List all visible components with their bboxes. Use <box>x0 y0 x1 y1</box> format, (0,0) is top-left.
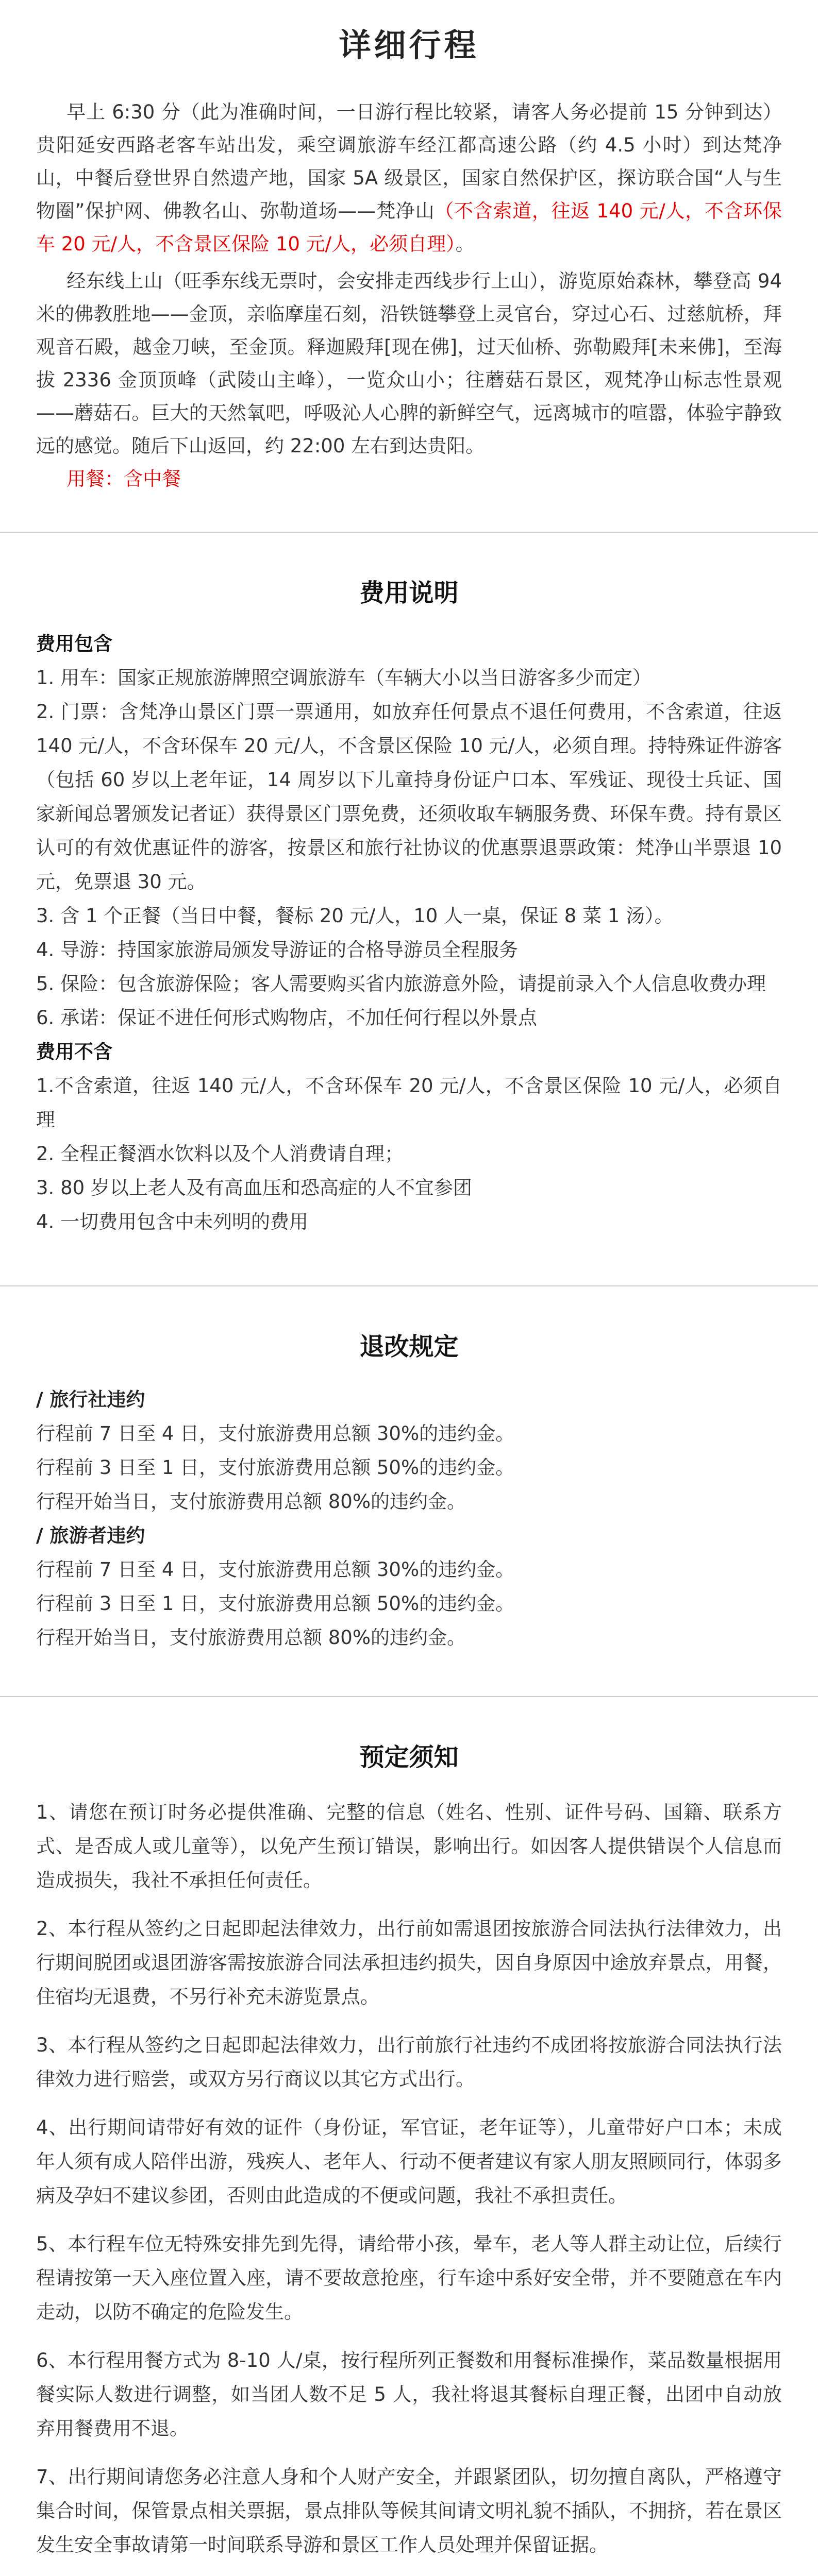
notice-item: 5、本行程车位无特殊安排先到先得，请给带小孩，晕车，老人等人群主动让位，后续行程请按第一天入座位置入座，请不要故意抢座，行车途中系好安全带，并不要随意在车内走动，以防不确定的危险发生。 <box>36 2233 782 2323</box>
itinerary-paragraph-2: 经东线上山（旺季东线无票时，会安排走西线步行上山），游览原始森林，攀登高 94 米的佛教胜地——金顶，亲临摩崖石刻，沿铁链攀登上灵官台，穿过心石、过慈航桥，拜观音石殿，越金刀峡，至金顶。释迦殿拜[现在佛]，过天仙桥、弥勒殿拜[未来佛]，至海拔 2336 金顶顶峰（武陵山主峰），一览众山小；往蘑菇石景区，观梵净山标志性景观——蘑菇石。巨大的天然氧吧，呼吸沁人心脾的新鲜空气，远离城市的喧嚣，体验宇静致远的感觉。随后下山返回，约 22:00 左右到达贵阳。 <box>36 270 782 457</box>
fees-included-item: 6. 承诺：保证不进任何形式购物店，不加任何行程以外景点 <box>36 1007 538 1029</box>
notices-title: 预定须知 <box>359 1743 459 1772</box>
section-divider <box>0 1696 818 1697</box>
agency-breach-item: 行程前 7 日至 4 日，支付旅游费用总额 30%的违约金。 <box>36 1422 515 1445</box>
fees-included-title: 费用包含 <box>36 633 112 655</box>
itinerary-text-a: 早上 6:30 分（此为准确时间，一日游行程比较紧，请客人务必提前 15 分钟到达）贵阳延安西路老客车站出发，乘空调旅游车经江都高速公路（约 4.5 小时）到达梵净山，中餐后登世界自然遗产地，国家 5A 级景区，国家自然保护区，探访联合国“人与生物圈”保护网、佛教名山、弥勒道场——梵净山 <box>36 101 782 222</box>
fees-included-item: 4. 导游：持国家旅游局颁发导游证的合格导游员全程服务 <box>36 939 519 961</box>
agency-breach-title: / 旅行社违约 <box>36 1388 145 1411</box>
agency-breach-item: 行程前 3 日至 1 日，支付旅游费用总额 50%的违约金。 <box>36 1456 515 1479</box>
fees-included-item: 5. 保险：包含旅游保险；客人需要购买省内旅游意外险，请提前录入个人信息收费办理 <box>36 973 766 995</box>
notice-item: 7、出行期间请您务必注意人身和个人财产安全，并跟紧团队，切勿擅自离队，严格遵守集合时间，保管景点相关票据，景点排队等候其间请文明礼貌不插队，不拥挤，若在景区发生安全事故请第一时间联系导游和景区工作人员处理并保留证据。 <box>36 2466 782 2556</box>
notice-item: 3、本行程从签约之日起即起法律效力，出行前旅行社违约不成团将按旅游合同法执行法律效力进行赔尝，或双方另行商议以其它方式出行。 <box>36 2034 782 2090</box>
fees-excluded-item: 1.不含索道，往返 140 元/人，不含环保车 20 元/人，不含景区保险 10 元/人，必须自理 <box>36 1075 782 1131</box>
traveler-breach-item: 行程前 3 日至 1 日，支付旅游费用总额 50%的违约金。 <box>36 1592 515 1615</box>
notices-section <box>0 1737 818 2576</box>
fees-title: 费用说明 <box>359 579 459 607</box>
fees-excluded-item: 4. 一切费用包含中未列明的费用 <box>36 1211 309 1233</box>
fees-included-item: 2. 门票：含梵净山景区门票一票通用，如放弃任何景点不退任何费用，不含索道，往返 140 元/人，不含环保车 20 元/人，不含景区保险 10 元/人，必须自理。持特殊证件游客（包括 60 岁以上老年证，14 周岁以下儿童持身份证户口本、军残证、现役士兵证、国家新闻总署颁发记者证）获得景区门票免费，还须收取车辆服务费、环保车费。持有景区认可的有效优惠证件的游客，按景区和旅行社协议的优惠票退票政策：梵净山半票退 10 元，免票退 30 元。 <box>36 701 782 893</box>
traveler-breach-item: 行程前 7 日至 4 日，支付旅游费用总额 30%的违约金。 <box>36 1558 515 1581</box>
fees-excluded-item: 2. 全程正餐酒水饮料以及个人消费请自理； <box>36 1143 404 1165</box>
traveler-breach-title: / 旅游者违约 <box>36 1524 145 1547</box>
fees-included-item: 3. 含 1 个正餐（当日中餐，餐标 20 元/人，10 人一桌，保证 8 菜 1 汤）。 <box>36 905 674 927</box>
notice-item: 4、出行期间请带好有效的证件（身份证，军官证，老年证等），儿童带好户口本；未成年人须有成人陪伴出游，残疾人、老年人、行动不便者建议有家人朋友照顾同行，体弱多病及孕妇不建议参团，否则由此造成的不便或问题，我社不承担责任。 <box>36 2116 782 2207</box>
notice-item: 6、本行程用餐方式为 8-10 人/桌，按行程所列正餐数和用餐标准操作，菜品数量根据用餐实际人数进行调整，如当团人数不足 5 人，我社将退其餐标自理正餐，出团中自动放弃用餐费用不退。 <box>36 2349 782 2439</box>
refund-section <box>0 1327 818 1655</box>
fees-included-item: 1. 用车：国家正规旅游牌照空调旅游车（车辆大小以当日游客多少而定） <box>36 667 652 689</box>
fees-excluded-title: 费用不含 <box>36 1041 112 1063</box>
section-divider <box>0 532 818 533</box>
page-title: 详细行程 <box>339 26 479 64</box>
itinerary-text-b: 。 <box>455 233 475 255</box>
notice-item: 1、请您在预订时务必提供准确、完整的信息（姓名、性别、证件号码、国籍、联系方式、是否成人或儿童等），以免产生预订错误，影响出行。如因客人提供错误个人信息而造成损失，我社不承担任何责任。 <box>36 1801 782 1891</box>
meal-info: 用餐：含中餐 <box>66 468 181 490</box>
itinerary-paragraph-1 <box>36 96 782 261</box>
refund-title: 退改规定 <box>359 1332 459 1361</box>
notice-item: 2、本行程从签约之日起即起法律效力，出行前如需退团按旅游合同法执行法律效力，出行期间脱团或退团游客需按旅游合同法承担违约损失，因自身原因中途放弃景点，用餐，住宿均无退费，不另行补充未游览景点。 <box>36 1918 782 2008</box>
fees-section <box>0 573 818 1239</box>
section-divider <box>0 1285 818 1286</box>
fees-excluded-item: 3. 80 岁以上老人及有高血压和恐高症的人不宜参团 <box>36 1177 472 1199</box>
itinerary-fee-warning: （不含索道，往返 140 元/人，不含环保车 20 元/人，不含景区保险 10 元/人，必须自理） <box>36 200 782 255</box>
agency-breach-item: 行程开始当日，支付旅游费用总额 80%的违约金。 <box>36 1490 466 1513</box>
traveler-breach-item: 行程开始当日，支付旅游费用总额 80%的违约金。 <box>36 1626 466 1649</box>
itinerary-section <box>0 96 818 496</box>
